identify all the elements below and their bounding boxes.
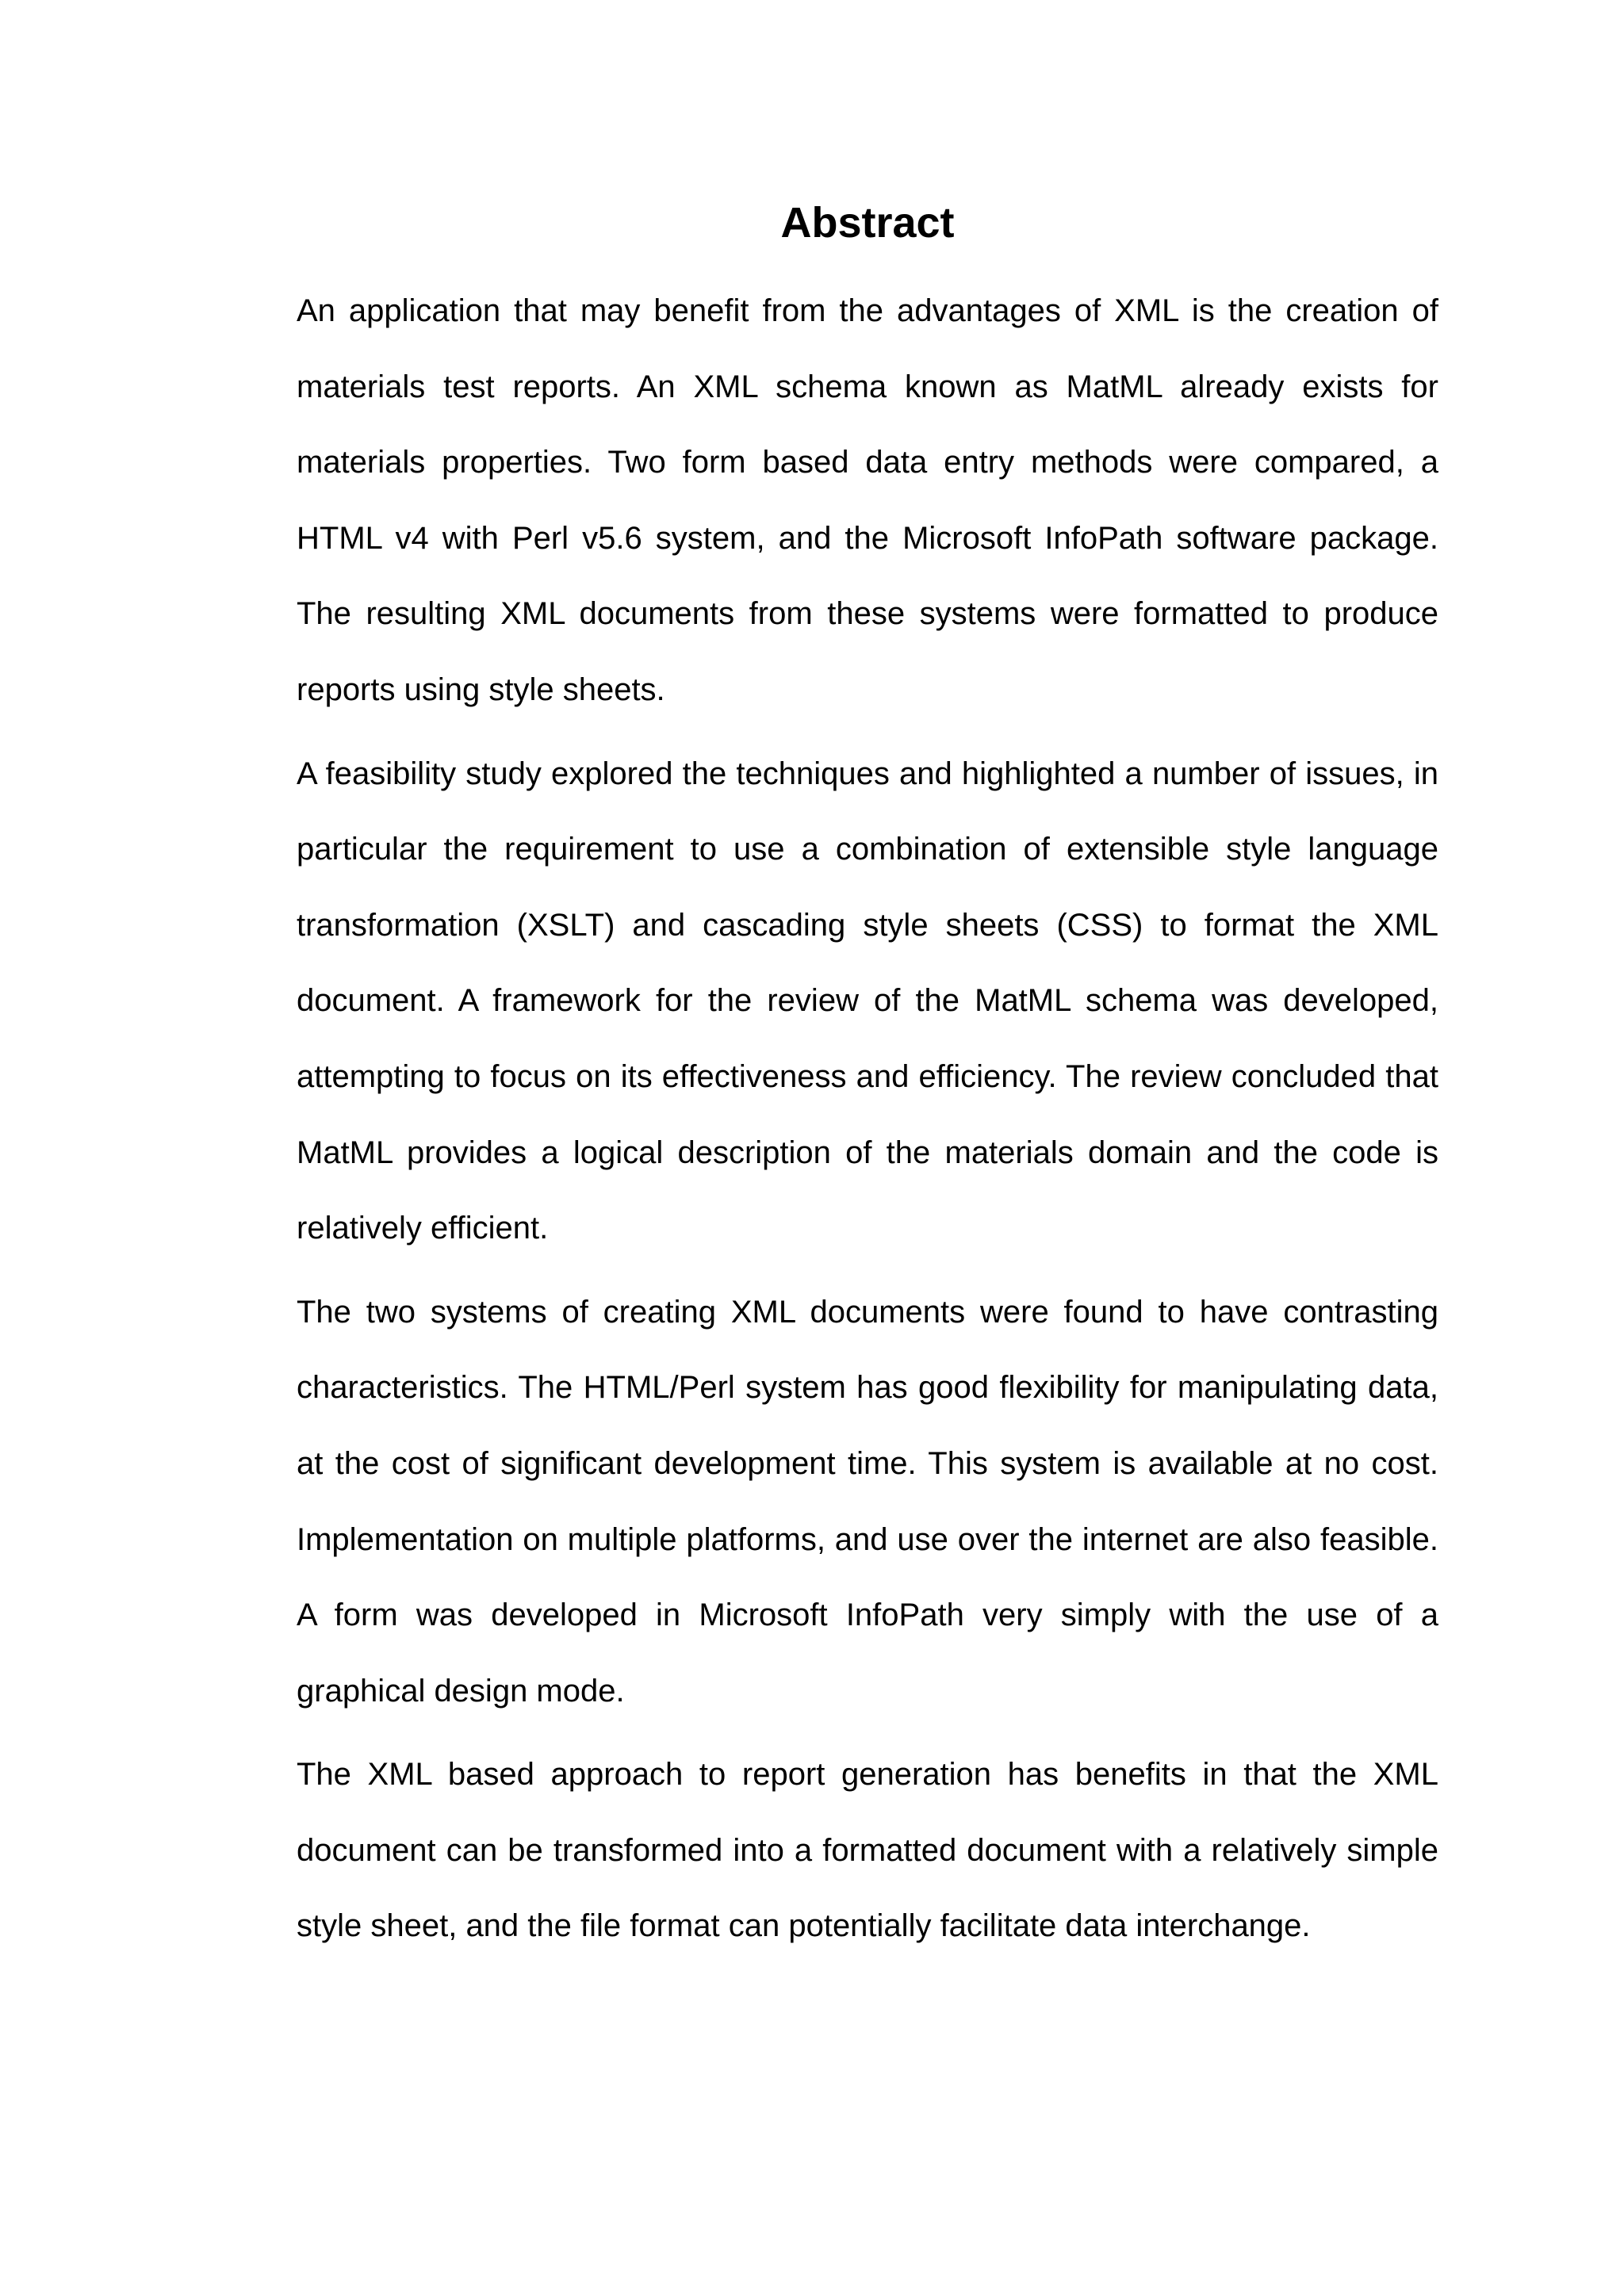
- paragraph-2: A feasibility study explored the techniques and highlighted a number of issues, in particular the requirement to use a combination of extensible style language transformation (XSLT) and cascading style sheets (CSS) to format the XML document. A framework for the review of the MatML schema was developed, attempting to focus on its effectiveness and efficiency. The review concluded that MatML provides a logical description of the materials domain and the code is relatively efficient.: [297, 756, 1438, 1246]
- paragraph-4: The XML based approach to report generation has benefits in that the XML document can be transformed into a formatted document with a relatively simple style sheet, and the file format can potentially facilitate data interchange.: [297, 1757, 1438, 1944]
- abstract-body: [297, 274, 1438, 1965]
- paragraph-3: The two systems of creating XML documents were found to have contrasting characteristics. The HTML/Perl system has good flexibility for manipulating data, at the cost of significant development time. This system is available at no cost. Implementation on multiple platforms, and use over the internet are also feasible. A form was developed in Microsoft InfoPath very simply with the use of a graphical design mode.: [297, 1294, 1438, 1709]
- page-title: Abstract: [780, 199, 955, 247]
- paragraph-1: An application that may benefit from the advantages of XML is the creation of materials test reports. An XML schema known as MatML already exists for materials properties. Two form based data entry methods were compared, a HTML v4 with Perl v5.6 system, and the Microsoft InfoPath software package. The resulting XML documents from these systems were formatted to produce reports using style sheets.: [297, 293, 1438, 707]
